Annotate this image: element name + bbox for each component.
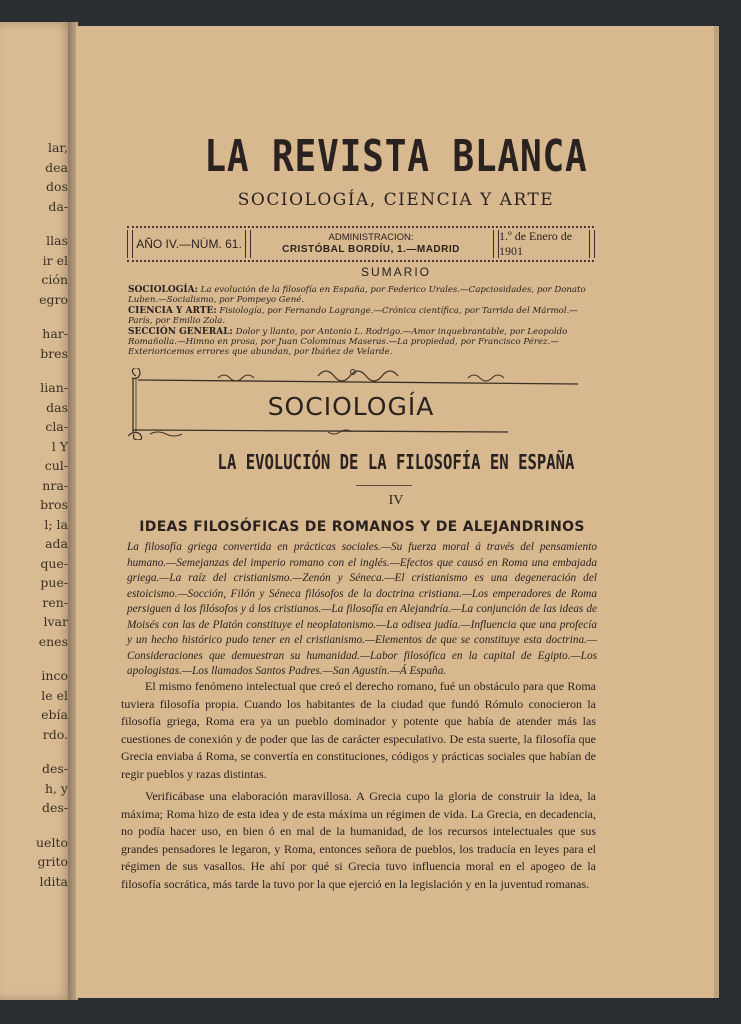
bar-divider [589, 230, 595, 258]
previous-page-line: ada [45, 536, 68, 551]
previous-page-line: l Y [51, 438, 68, 454]
summary-text: La evolución de la filosofía en España, por Federico Urales.—Capciosidades, por Donato Luben.—Socialismo, por Pompeyo Gené. [128, 285, 586, 305]
body-paragraph: El mismo fenómeno intelectual que creó el derecho romano, fué un obstáculo para que Roma tuviera filosofía propia. Cuando los habitantes de la ciudad que fundó Rómulo conocieron la filosofía griega, Roma era ya un pueblo dominador y potente que había de atender más las cuestiones de conexión y de poder que las de carácter especulativo. De esta suerte, la filosofía que Grecia enviaba á Roma, se convertía en constituciones, códigos y prácticas sociales que habían de regir pueblos y razas distintas. [121, 679, 596, 781]
administration-block [249, 228, 493, 260]
summary-entry [128, 327, 598, 357]
previous-page-line: pue- [40, 575, 68, 590]
previous-page-line: inco [41, 668, 68, 683]
previous-page-line: ren- [42, 594, 68, 610]
chapter-abstract: La filosofía griega convertida en prácticas sociales.—Su fuerza moral á través del pensamiento humano.—Semejanzas del imperio romano con el inglés.—Efectos que causó en Roma una embajada griega.—La raíz del cristianismo.—Zenón y Séneca.—El cristianismo es una degeneración del estoicismo.—Socción, Filón y Séneca filósofos de la doctrina cristiana.—Los emperadores de Roma persiguen á los filósofos y á los cristianos.—La filosofía en Alejandría.—La conjunción de las ideas de Moisés con las de Platón constituye el neoplatonismo.—La odisea judía.—Influencia que una profecía y un hecho histórico pudo tener en el cristianismo.—Elementos de que se constituye esta doctrina.—Consideraciones que demuestran su humanidad.—Labor filosófica en la capital de Egipto.—Los apologistas.—Los llamados Santos Padres.—San Agustín.—Á España. [127, 541, 597, 677]
issue-date: 1.º de Enero de 1901 [499, 229, 573, 258]
previous-page-line: ldita [39, 873, 68, 889]
article-title: LA EVOLUCIÓN DE LA FILOSOFÍA EN ESPAÑA [217, 450, 575, 474]
section-title: SOCIOLOGÍA [267, 392, 435, 421]
previous-page-line: da- [48, 198, 68, 214]
previous-page-line: le el [41, 687, 68, 703]
previous-page-line: cul- [44, 458, 68, 473]
previous-page-line: lian- [40, 380, 68, 395]
admin-address: CRISTÓBAL BORDÍU, 1.—MADRID [282, 244, 460, 255]
previous-page-line: uelto [36, 834, 68, 850]
previous-page-line: ir el [42, 252, 68, 268]
previous-page-line: llas [46, 233, 68, 248]
title-rule [356, 485, 412, 486]
body-paragraph: Verificábase una elaboración maravillosa. A Grecia cupo la gloria de construir la idea, la máxima; Roma hizo de esta idea y de esta máxima un régimen de vida. La Grecia, en decadencia, no podía hacer uso, en bien ó en mal de la humanidad, de los recursos intelectuales que sus grandes pensadores le legaron, y Roma, entonces señora de pueblos, los traducía en leyes para el régimen de sus vasallos. He ahí por qué si Grecia tuvo influencia moral en el apogeo de la filosofía socrática, más tarde la tuvo por la que ejerció en la legislación y en la juventud romanas. [121, 789, 596, 891]
previous-page-line: rdo. [42, 726, 68, 742]
summary-entry [128, 285, 598, 305]
previous-page-line: dea [45, 159, 68, 175]
previous-page-line: des- [41, 800, 68, 815]
summary-text: Fisiología, por Fernando Lagrange.—Crónica científica, por Tarrida del Mármol.—París, por Emilio Zola. [128, 306, 578, 326]
previous-page-line: des- [41, 761, 68, 776]
chapter-title: IDEAS FILOSÓFICAS DE ROMANOS Y DE ALEJANDRINOS [139, 519, 585, 535]
summary-label: SECCIÓN GENERAL: [128, 327, 233, 337]
previous-page-line: h, y [44, 780, 68, 796]
masthead-title: LA REVISTA BLANCA [204, 131, 588, 182]
summary-entry [128, 306, 598, 326]
summary-label: CIENCIA Y ARTE: [128, 306, 217, 316]
previous-page-line: das [46, 399, 68, 415]
issue-info-bar [127, 226, 594, 262]
previous-page-line: grito [37, 854, 68, 869]
previous-page-line: enes [38, 633, 68, 649]
previous-page-line: bres [40, 345, 68, 361]
previous-page-line: ebía [41, 707, 68, 722]
previous-page [0, 22, 72, 1000]
summary-label: SOCIOLOGÍA: [128, 285, 198, 295]
previous-page-line: l; la [44, 516, 68, 532]
summary-text: Dolor y llanto, por Antonio L. Rodrigo.—Amor inquebrantable, por Leopoldo Romañolla.—Himno en prosa, por Juan Colominas Maseras.—La propiedad, por Francisco Pérez.—Exterioricemos errores que abundan, por Ibáñez de Velarde. [128, 327, 568, 357]
previous-page-line: egro [39, 291, 68, 307]
previous-page-line: que- [40, 555, 68, 571]
admin-label: ADMINISTRACION: [328, 232, 414, 243]
previous-page-line: nra- [42, 477, 68, 493]
chapter-number: IV [388, 493, 404, 508]
previous-page-line: ción [41, 272, 68, 287]
masthead-subtitle: SOCIOLOGÍA, CIENCIA Y ARTE [237, 190, 555, 210]
previous-page-line: lvar [43, 614, 68, 629]
journal-page [76, 26, 716, 998]
summary-heading: SUMARIO [360, 265, 431, 279]
previous-page-line: lar, [47, 140, 68, 155]
previous-page-line: cla- [45, 419, 68, 434]
previous-page-line: har- [42, 326, 68, 341]
page-edge [714, 26, 719, 998]
issue-number: AÑO IV.—NÚM. 61. [136, 237, 242, 251]
previous-page-line: dos [46, 179, 68, 194]
previous-page-line: bros [40, 497, 68, 512]
